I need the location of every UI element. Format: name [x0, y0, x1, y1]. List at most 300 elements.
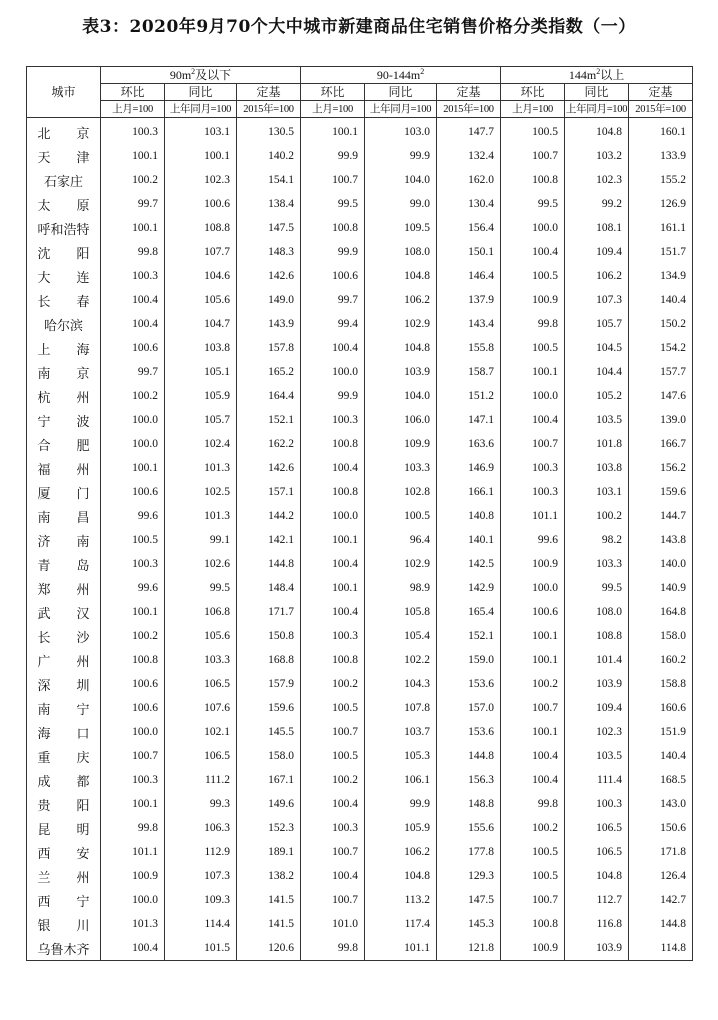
- index-value: 101.5: [165, 936, 237, 961]
- index-value: 143.0: [629, 792, 693, 816]
- index-value: 100.0: [301, 360, 365, 384]
- index-value: 106.0: [365, 408, 437, 432]
- group-header-medium: $90-144m^2$: [301, 67, 501, 84]
- table-row: [27, 768, 693, 792]
- index-value: 108.0: [565, 600, 629, 624]
- index-value: 106.2: [365, 288, 437, 312]
- index-value: 155.6: [437, 816, 501, 840]
- index-value: 141.5: [237, 912, 301, 936]
- index-value: 167.1: [237, 768, 301, 792]
- index-value: 99.6: [101, 576, 165, 600]
- index-value: 139.0: [629, 408, 693, 432]
- index-value: 100.3: [301, 408, 365, 432]
- base-header-row: [27, 101, 693, 118]
- index-value: 103.5: [565, 408, 629, 432]
- index-value: 99.7: [101, 192, 165, 216]
- city-name: 成 都: [27, 768, 101, 792]
- index-value: 100.4: [101, 936, 165, 961]
- index-value: 162.0: [437, 168, 501, 192]
- index-value: 100.1: [301, 118, 365, 145]
- index-value: 100.1: [301, 576, 365, 600]
- index-value: 163.6: [437, 432, 501, 456]
- index-value: 108.8: [165, 216, 237, 240]
- index-value: 126.4: [629, 864, 693, 888]
- city-name: 呼和浩特: [27, 216, 101, 240]
- index-value: 153.6: [437, 672, 501, 696]
- index-value: 100.4: [501, 240, 565, 264]
- city-name: 厦 门: [27, 480, 101, 504]
- index-value: 100.2: [501, 816, 565, 840]
- index-value: 100.1: [101, 144, 165, 168]
- index-value: 103.8: [165, 336, 237, 360]
- index-value: 106.5: [165, 744, 237, 768]
- index-value: 100.1: [101, 792, 165, 816]
- index-value: 160.1: [629, 118, 693, 145]
- index-value: 165.2: [237, 360, 301, 384]
- index-value: 109.9: [365, 432, 437, 456]
- index-value: 100.2: [101, 624, 165, 648]
- index-value: 99.2: [565, 192, 629, 216]
- index-value: 168.8: [237, 648, 301, 672]
- index-value: 100.8: [501, 168, 565, 192]
- index-value: 100.6: [165, 192, 237, 216]
- index-value: 105.7: [165, 408, 237, 432]
- index-value: 102.3: [565, 720, 629, 744]
- city-name: 福 州: [27, 456, 101, 480]
- city-name: 合 肥: [27, 432, 101, 456]
- index-value: 100.5: [501, 840, 565, 864]
- table-row: [27, 456, 693, 480]
- index-value: 100.8: [301, 480, 365, 504]
- index-value: 100.4: [301, 456, 365, 480]
- index-value: 100.0: [301, 504, 365, 528]
- index-value: 107.6: [165, 696, 237, 720]
- index-value: 152.1: [437, 624, 501, 648]
- index-value: 156.2: [629, 456, 693, 480]
- index-value: 100.9: [101, 864, 165, 888]
- index-value: 166.1: [437, 480, 501, 504]
- index-value: 99.9: [301, 144, 365, 168]
- index-value: 111.2: [165, 768, 237, 792]
- index-value: 106.8: [165, 600, 237, 624]
- table-row: [27, 696, 693, 720]
- index-value: 100.1: [101, 600, 165, 624]
- table-row: [27, 864, 693, 888]
- index-value: 144.8: [629, 912, 693, 936]
- table-header: [27, 67, 693, 118]
- index-value: 100.4: [301, 336, 365, 360]
- index-value: 100.4: [301, 864, 365, 888]
- table-row: [27, 552, 693, 576]
- index-value: 101.3: [165, 456, 237, 480]
- index-value: 151.9: [629, 720, 693, 744]
- index-value: 100.0: [101, 888, 165, 912]
- index-value: 142.5: [437, 552, 501, 576]
- index-value: 137.9: [437, 288, 501, 312]
- city-name: 大 连: [27, 264, 101, 288]
- index-value: 160.6: [629, 696, 693, 720]
- index-value: 100.5: [501, 336, 565, 360]
- index-value: 144.7: [629, 504, 693, 528]
- city-name: 南 宁: [27, 696, 101, 720]
- index-value: 109.5: [365, 216, 437, 240]
- index-value: 100.0: [101, 432, 165, 456]
- base-header-mom: 上月=100: [301, 101, 365, 118]
- table-row: [27, 168, 693, 192]
- table-row: [27, 576, 693, 600]
- index-value: 106.2: [565, 264, 629, 288]
- index-value: 164.8: [629, 600, 693, 624]
- index-value: 107.7: [165, 240, 237, 264]
- index-value: 142.9: [437, 576, 501, 600]
- index-value: 105.6: [165, 288, 237, 312]
- index-value: 100.2: [301, 768, 365, 792]
- city-column-header: 城市: [27, 67, 101, 118]
- index-value: 100.7: [301, 720, 365, 744]
- index-value: 140.9: [629, 576, 693, 600]
- index-value: 99.8: [501, 312, 565, 336]
- index-value: 162.2: [237, 432, 301, 456]
- index-value: 99.5: [565, 576, 629, 600]
- index-value: 105.1: [165, 360, 237, 384]
- index-value: 109.3: [165, 888, 237, 912]
- index-value: 100.1: [101, 456, 165, 480]
- index-value: 102.8: [365, 480, 437, 504]
- index-value: 147.7: [437, 118, 501, 145]
- index-value: 130.5: [237, 118, 301, 145]
- index-value: 100.0: [501, 384, 565, 408]
- index-value: 100.2: [101, 168, 165, 192]
- index-value: 100.5: [501, 264, 565, 288]
- index-value: 140.4: [629, 744, 693, 768]
- index-value: 99.1: [165, 528, 237, 552]
- index-value: 104.5: [565, 336, 629, 360]
- index-value: 101.3: [101, 912, 165, 936]
- index-value: 99.8: [301, 936, 365, 961]
- index-value: 145.3: [437, 912, 501, 936]
- base-header-yoy: 上年同月=100: [165, 101, 237, 118]
- index-value: 103.1: [165, 118, 237, 145]
- table-row: [27, 264, 693, 288]
- sub-header-mom: 环比: [101, 84, 165, 101]
- index-value: 148.3: [237, 240, 301, 264]
- index-value: 100.0: [501, 216, 565, 240]
- index-value: 103.5: [565, 744, 629, 768]
- sub-header-yoy: 同比: [565, 84, 629, 101]
- index-value: 99.8: [101, 240, 165, 264]
- index-value: 100.8: [501, 912, 565, 936]
- index-value: 159.0: [437, 648, 501, 672]
- city-name: 乌鲁木齐: [27, 936, 101, 961]
- index-value: 100.3: [301, 816, 365, 840]
- index-value: 150.8: [237, 624, 301, 648]
- city-name: 沈 阳: [27, 240, 101, 264]
- index-value: 99.8: [101, 816, 165, 840]
- index-value: 100.0: [101, 720, 165, 744]
- index-value: 99.8: [501, 792, 565, 816]
- index-value: 161.1: [629, 216, 693, 240]
- table-row: [27, 672, 693, 696]
- index-value: 102.3: [165, 168, 237, 192]
- index-value: 146.4: [437, 264, 501, 288]
- index-value: 99.4: [301, 312, 365, 336]
- index-value: 100.7: [501, 696, 565, 720]
- city-name: 重 庆: [27, 744, 101, 768]
- index-value: 114.8: [629, 936, 693, 961]
- index-value: 100.8: [301, 432, 365, 456]
- index-value: 99.5: [301, 192, 365, 216]
- index-value: 159.6: [237, 696, 301, 720]
- index-value: 157.7: [629, 360, 693, 384]
- city-name: 哈尔滨: [27, 312, 101, 336]
- base-header-fixed: 2015年=100: [437, 101, 501, 118]
- index-value: 100.6: [101, 336, 165, 360]
- index-value: 100.2: [301, 672, 365, 696]
- group-header-small: $90m^2$及以下: [101, 67, 301, 84]
- page-title: 表3：2020年9月70个大中城市新建商品住宅销售价格分类指数（一）: [82, 17, 636, 37]
- index-value: 150.6: [629, 816, 693, 840]
- index-value: 140.8: [437, 504, 501, 528]
- index-value: 120.6: [237, 936, 301, 961]
- index-value: 160.2: [629, 648, 693, 672]
- base-header-fixed: 2015年=100: [629, 101, 693, 118]
- table-row: [27, 240, 693, 264]
- city-name: 贵 阳: [27, 792, 101, 816]
- index-value: 134.9: [629, 264, 693, 288]
- city-name: 郑 州: [27, 576, 101, 600]
- index-value: 143.4: [437, 312, 501, 336]
- index-value: 143.9: [237, 312, 301, 336]
- sub-header-mom: 环比: [301, 84, 365, 101]
- table-row: [27, 600, 693, 624]
- index-value: 102.6: [165, 552, 237, 576]
- table-row: [27, 792, 693, 816]
- table-row: [27, 432, 693, 456]
- city-name: 深 圳: [27, 672, 101, 696]
- table-row: [27, 118, 693, 145]
- index-value: 147.6: [629, 384, 693, 408]
- index-value: 177.8: [437, 840, 501, 864]
- group-header-large: $144m^2$以上: [501, 67, 693, 84]
- index-value: 150.2: [629, 312, 693, 336]
- index-value: 108.1: [565, 216, 629, 240]
- index-value: 140.2: [237, 144, 301, 168]
- index-value: 102.4: [165, 432, 237, 456]
- index-value: 158.0: [237, 744, 301, 768]
- index-value: 108.0: [365, 240, 437, 264]
- index-value: 100.1: [501, 360, 565, 384]
- index-value: 100.9: [501, 936, 565, 961]
- index-value: 104.8: [365, 264, 437, 288]
- index-value: 166.7: [629, 432, 693, 456]
- index-value: 142.6: [237, 264, 301, 288]
- table-row: [27, 648, 693, 672]
- index-value: 100.2: [101, 384, 165, 408]
- base-header-mom: 上月=100: [101, 101, 165, 118]
- index-value: 96.4: [365, 528, 437, 552]
- index-value: 129.3: [437, 864, 501, 888]
- index-value: 106.2: [365, 840, 437, 864]
- index-value: 132.4: [437, 144, 501, 168]
- table-row: [27, 312, 693, 336]
- index-value: 107.8: [365, 696, 437, 720]
- index-value: 165.4: [437, 600, 501, 624]
- base-header-fixed: 2015年=100: [237, 101, 301, 118]
- index-value: 171.8: [629, 840, 693, 864]
- index-value: 116.8: [565, 912, 629, 936]
- index-value: 112.7: [565, 888, 629, 912]
- index-value: 100.8: [101, 648, 165, 672]
- table-row: [27, 528, 693, 552]
- index-value: 148.8: [437, 792, 501, 816]
- index-value: 100.4: [501, 408, 565, 432]
- index-value: 101.8: [565, 432, 629, 456]
- index-value: 100.4: [301, 792, 365, 816]
- index-value: 140.0: [629, 552, 693, 576]
- city-name: 北 京: [27, 118, 101, 145]
- table-row: [27, 816, 693, 840]
- index-value: 102.2: [365, 648, 437, 672]
- index-value: 145.5: [237, 720, 301, 744]
- index-value: 109.4: [565, 696, 629, 720]
- index-value: 100.3: [101, 118, 165, 145]
- index-value: 100.6: [301, 264, 365, 288]
- city-name: 广 州: [27, 648, 101, 672]
- index-value: 102.9: [365, 552, 437, 576]
- index-value: 103.9: [565, 672, 629, 696]
- index-value: 148.4: [237, 576, 301, 600]
- index-value: 100.7: [301, 888, 365, 912]
- index-value: 99.9: [365, 144, 437, 168]
- city-name: 石家庄: [27, 168, 101, 192]
- index-value: 99.5: [165, 576, 237, 600]
- index-value: 156.3: [437, 768, 501, 792]
- index-value: 102.9: [365, 312, 437, 336]
- index-value: 138.4: [237, 192, 301, 216]
- index-value: 141.5: [237, 888, 301, 912]
- index-value: 103.2: [565, 144, 629, 168]
- table-row: [27, 720, 693, 744]
- index-value: 103.3: [365, 456, 437, 480]
- index-value: 100.5: [301, 696, 365, 720]
- sub-header-mom: 环比: [501, 84, 565, 101]
- index-value: 144.2: [237, 504, 301, 528]
- index-value: 158.0: [629, 624, 693, 648]
- index-value: 143.8: [629, 528, 693, 552]
- base-header-mom: 上月=100: [501, 101, 565, 118]
- table-row: [27, 912, 693, 936]
- index-value: 100.1: [301, 528, 365, 552]
- index-value: 100.3: [101, 768, 165, 792]
- index-value: 99.6: [501, 528, 565, 552]
- index-value: 168.5: [629, 768, 693, 792]
- sub-header-fixed: 定基: [437, 84, 501, 101]
- index-value: 157.8: [237, 336, 301, 360]
- sub-header-yoy: 同比: [365, 84, 437, 101]
- index-value: 101.4: [565, 648, 629, 672]
- index-value: 99.3: [165, 792, 237, 816]
- index-value: 157.0: [437, 696, 501, 720]
- index-value: 99.7: [101, 360, 165, 384]
- index-value: 126.9: [629, 192, 693, 216]
- index-value: 99.5: [501, 192, 565, 216]
- city-name: 西 宁: [27, 888, 101, 912]
- index-value: 100.6: [101, 480, 165, 504]
- index-value: 100.7: [501, 888, 565, 912]
- index-value: 100.0: [501, 576, 565, 600]
- index-value: 144.8: [237, 552, 301, 576]
- city-name: 太 原: [27, 192, 101, 216]
- index-value: 100.4: [501, 768, 565, 792]
- table-row: [27, 336, 693, 360]
- city-name: 长 沙: [27, 624, 101, 648]
- index-value: 158.8: [629, 672, 693, 696]
- index-value: 105.7: [565, 312, 629, 336]
- index-value: 147.5: [237, 216, 301, 240]
- index-value: 101.1: [501, 504, 565, 528]
- table-row: [27, 624, 693, 648]
- index-value: 100.3: [301, 624, 365, 648]
- index-value: 99.9: [365, 792, 437, 816]
- table-row: [27, 144, 693, 168]
- index-value: 100.5: [501, 118, 565, 145]
- index-value: 100.5: [101, 528, 165, 552]
- index-value: 142.7: [629, 888, 693, 912]
- index-value: 106.3: [165, 816, 237, 840]
- index-value: 100.9: [501, 288, 565, 312]
- index-value: 100.9: [501, 552, 565, 576]
- index-value: 100.7: [101, 744, 165, 768]
- index-value: 111.4: [565, 768, 629, 792]
- index-value: 105.9: [365, 816, 437, 840]
- sub-header-yoy: 同比: [165, 84, 237, 101]
- price-index-table: [26, 66, 693, 961]
- table-row: [27, 216, 693, 240]
- index-value: 104.4: [565, 360, 629, 384]
- index-value: 100.4: [301, 600, 365, 624]
- index-value: 100.7: [301, 168, 365, 192]
- index-value: 105.9: [165, 384, 237, 408]
- index-value: 113.2: [365, 888, 437, 912]
- index-value: 106.5: [165, 672, 237, 696]
- index-value: 101.3: [165, 504, 237, 528]
- index-value: 105.2: [565, 384, 629, 408]
- city-name: 天 津: [27, 144, 101, 168]
- table-row: [27, 744, 693, 768]
- index-value: 144.8: [437, 744, 501, 768]
- index-value: 117.4: [365, 912, 437, 936]
- index-value: 108.8: [565, 624, 629, 648]
- index-value: 100.6: [101, 696, 165, 720]
- city-name: 青 岛: [27, 552, 101, 576]
- city-name: 银 川: [27, 912, 101, 936]
- index-value: 98.9: [365, 576, 437, 600]
- index-value: 152.3: [237, 816, 301, 840]
- index-value: 103.7: [365, 720, 437, 744]
- city-name: 兰 州: [27, 864, 101, 888]
- city-name: 上 海: [27, 336, 101, 360]
- index-value: 104.8: [365, 864, 437, 888]
- table-row: [27, 360, 693, 384]
- index-value: 99.6: [101, 504, 165, 528]
- city-name: 南 京: [27, 360, 101, 384]
- table-row: [27, 384, 693, 408]
- index-value: 171.7: [237, 600, 301, 624]
- city-name: 海 口: [27, 720, 101, 744]
- index-value: 100.7: [501, 432, 565, 456]
- city-name: 武 汉: [27, 600, 101, 624]
- index-value: 149.0: [237, 288, 301, 312]
